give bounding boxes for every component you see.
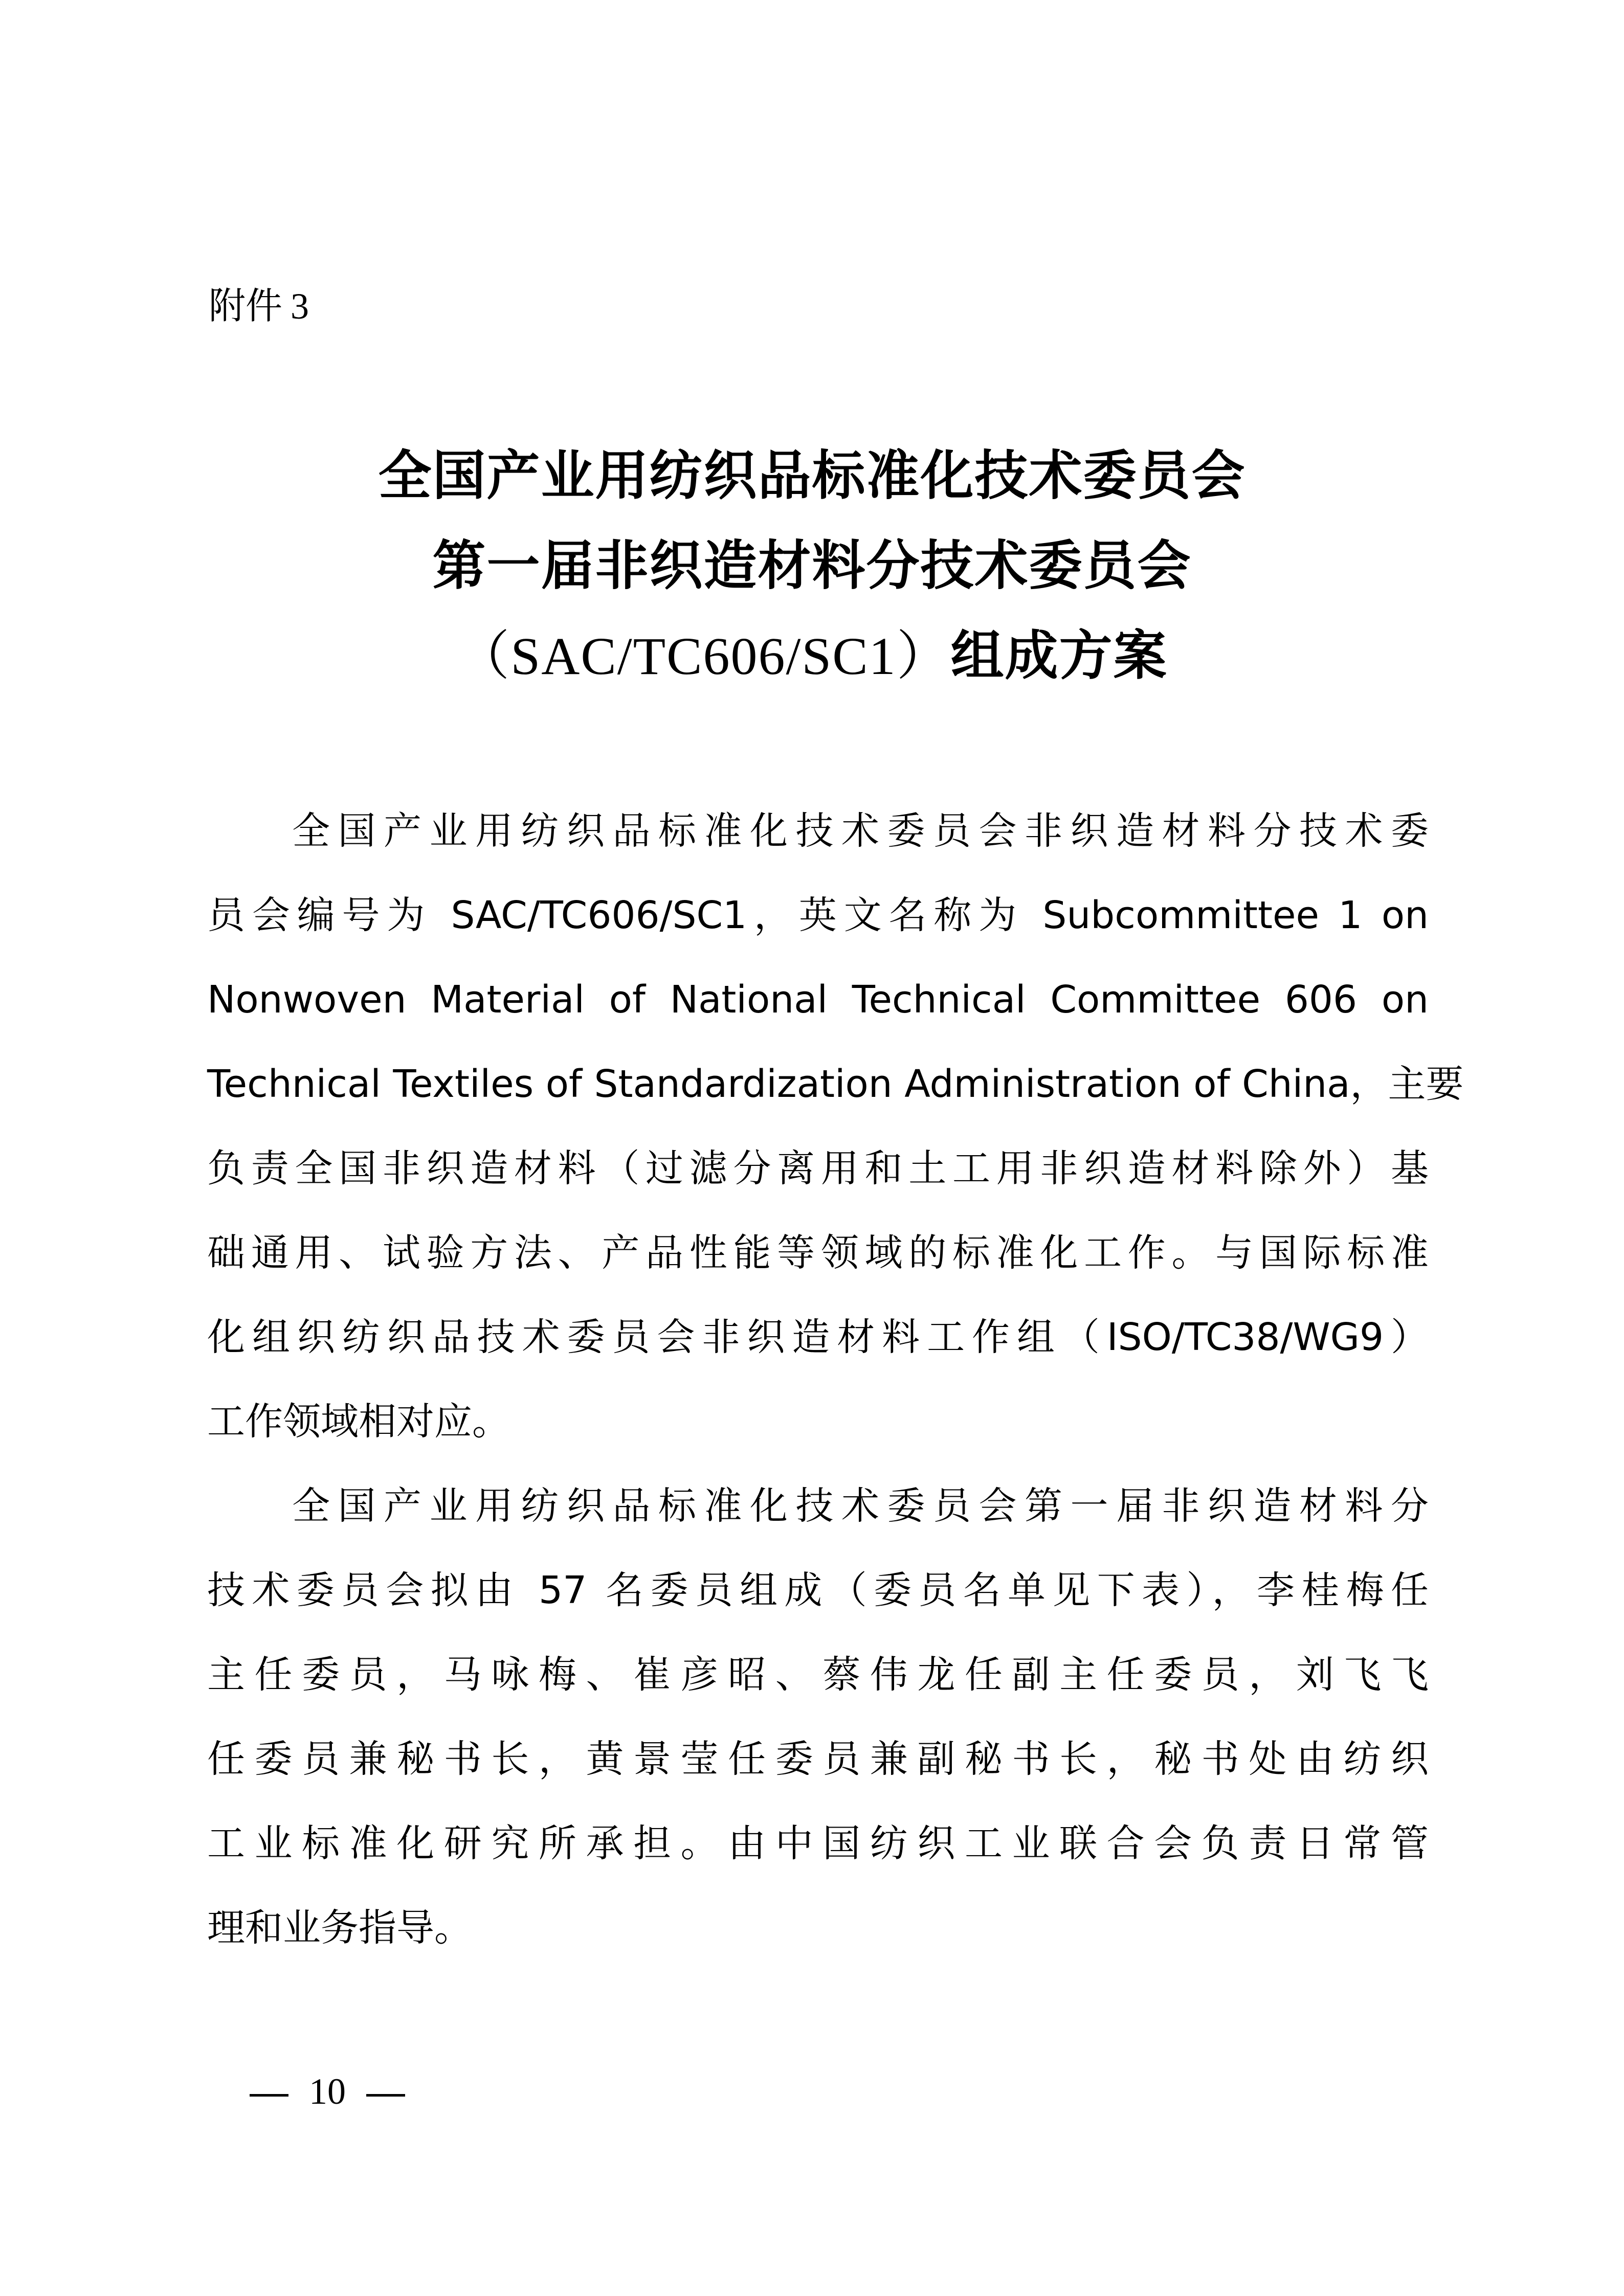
paragraph-1-line: 工作领域相对应。 xyxy=(207,1400,510,1444)
title-line-3 xyxy=(0,620,1624,692)
paragraph-1-line: 员会编号为 SAC/TC606/SC1，英文名称为 Subcommittee 1 on xyxy=(207,893,1429,937)
paragraph-2-line: 任委员兼秘书长，黄景莹任委员兼副秘书长，秘书处由纺织 xyxy=(207,1737,1429,1781)
attachment-label xyxy=(209,280,309,332)
title-line-2: 第一届非织造材料分技术委员会 xyxy=(432,534,1192,597)
paragraph-1-line: 全国产业用纺织品标准化技术委员会非织造材料分技术委 xyxy=(292,809,1429,853)
paragraph-1-line: 础通用、试验方法、产品性能等领域的标准化工作。与国际标准 xyxy=(207,1231,1429,1275)
page-number xyxy=(250,2066,426,2117)
title-paren-open: （ xyxy=(456,627,511,686)
page-number-value: 10 xyxy=(309,2071,346,2112)
paragraph-1-line: Technical Textiles of Standardization Administration of China，主要 xyxy=(207,1062,1464,1106)
paragraph-2-line: 工业标准化研究所承担。由中国纺织工业联合会负责日常管 xyxy=(207,1821,1429,1865)
paragraph-1-line: Nonwoven Material of National Technical Committee 606 on xyxy=(207,978,1429,1022)
title-committee-code: SAC/TC606/SC1 xyxy=(510,627,897,686)
paragraph-1-line: 负责全国非织造材料（过滤分离用和土工用非织造材料除外）基 xyxy=(207,1146,1429,1190)
dash-left xyxy=(250,2094,288,2097)
paragraph-2-line: 理和业务指导。 xyxy=(207,1906,472,1950)
dash-right xyxy=(366,2094,405,2097)
title-composition-plan: 组成方案 xyxy=(950,624,1168,687)
attachment-number: 3 xyxy=(291,286,309,327)
paragraph-2-line: 技术委员会拟由 57 名委员组成（委员名单见下表），李桂梅任 xyxy=(207,1568,1429,1612)
paragraph-2-line: 全国产业用纺织品标准化技术委员会第一届非织造材料分 xyxy=(292,1484,1429,1528)
paragraph-1-line: 化组织纺织品技术委员会非织造材料工作组（ISO/TC38/WG9） xyxy=(207,1315,1429,1359)
title-line-1: 全国产业用纺织品标准化技术委员会 xyxy=(378,444,1246,507)
paragraph-2-line: 主任委员，马咏梅、崔彦昭、蔡伟龙任副主任委员，刘飞飞 xyxy=(207,1653,1429,1697)
attachment-label-text: 附件 xyxy=(209,284,283,327)
title-paren-close: ） xyxy=(896,627,951,686)
